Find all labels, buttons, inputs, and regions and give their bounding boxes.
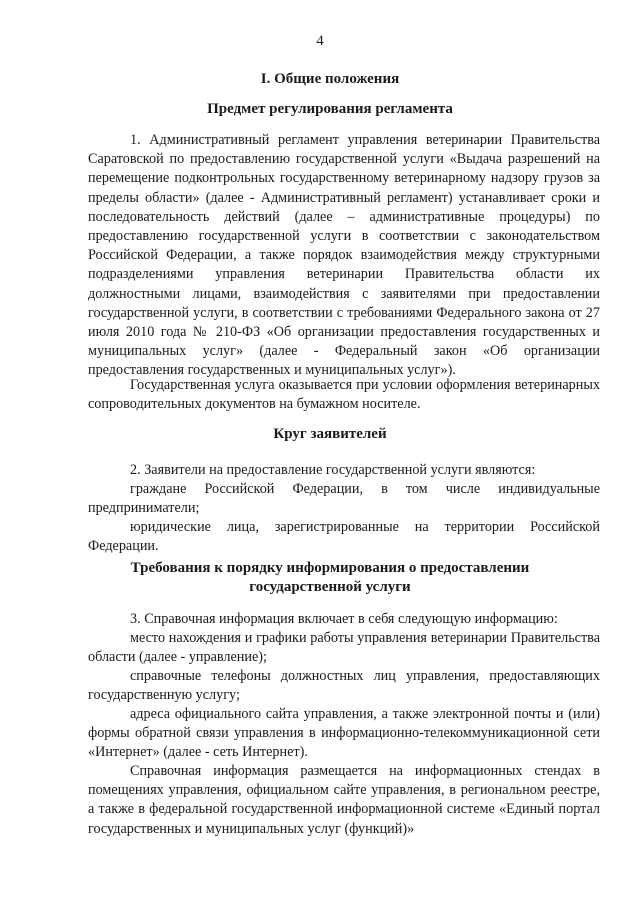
paragraph-1: 1. Административный регламент управления ветеринарии Правительства Саратовской по предоставлению государственной услуги «Выдача разрешений на перемещение подконтрольных государственному ветеринарному надзору грузов за пределы области» (далее - Административный регламент) устанавливает сроки и последовательность действий (далее – административные процедуры) по предоставлению государственной услуги в соответствии с законодательством Российской Федерации, а также порядок взаимодействия между структурными подразделениями управления ветеринарии Правительства области их должностными лицами, взаимодействия с заявителями при предоставлении государственной услуги, в соответствии с требованиями Федерального закона от 27 июля 2010 года № 210-ФЗ «Об организации предоставления государственных и муниципальных услуг» (далее - Федеральный закон «Об организации предоставления государственных и муниципальных услуг»). [88, 132, 600, 379]
paragraph-3: 2. Заявители на предоставление государственной услуги являются: [130, 462, 536, 478]
subsection-title-requirements-2: государственной услуги [249, 579, 411, 595]
section-title: I. Общие положения [260, 71, 400, 87]
paragraph-7: место нахождения и графики работы управления ветеринарии Правительства области (далее - управление); [88, 630, 600, 666]
page-number: 4 [316, 33, 324, 49]
subsection-title-requirements-1: Требования к порядку информирования о предоставлении [130, 560, 530, 576]
paragraph-5: юридические лица, зарегистрированные на территории Российской Федерации. [88, 519, 600, 555]
subsection-title-subject: Предмет регулирования регламента [207, 101, 453, 117]
paragraph-10: Справочная информация размещается на информационных стендах в помещениях управления, официальном сайте управления, в региональном реестре, а также в федеральной государственной информационной системе «Единый портал государственных и муниципальных услуг (функций)» [88, 763, 600, 837]
subsection-title-applicants: Круг заявителей [273, 426, 387, 442]
paragraph-4: граждане Российской Федерации, в том числе индивидуальные предприниматели; [88, 481, 600, 517]
paragraph-2: Государственная услуга оказывается при условии оформления ветеринарных сопроводительных документов на бумажном носителе. [88, 377, 600, 413]
paragraph-8: справочные телефоны должностных лиц управления, предоставляющих государственную услугу; [88, 668, 600, 704]
paragraph-6: 3. Справочная информация включает в себя следующую информацию: [130, 611, 558, 627]
paragraph-9: адреса официального сайта управления, а также электронной почты и (или) формы обратной связи управления в информационно-телекоммуникационной сети «Интернет» (далее - сеть Интернет). [88, 706, 600, 761]
